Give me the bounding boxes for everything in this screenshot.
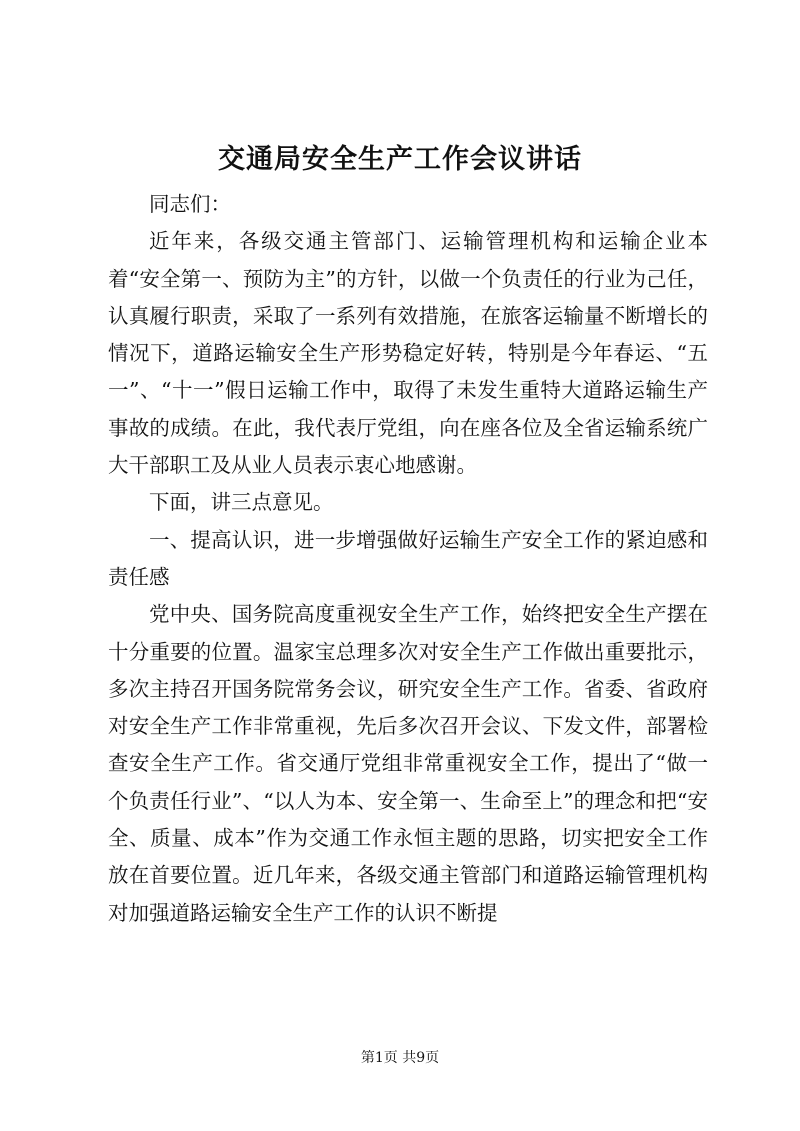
paragraph: 近年来，各级交通主管部门、运输管理机构和运输企业本着“安全第一、预防为主”的方针，以做一个负责任的行业为己任，认真履行职责，采取了一系列有效措施，在旅客运输量不断增长的情况下，道路运输安全生产形势稳定好转，特别是今年春运、“五一”、“十一”假日运输工作中，取得了未发生重特大道路运输生产事故的成绩。在此，我代表厅党组，向在座各位及全省运输系统广大干部职工及从业人员表示衷心地感谢。	[108, 229, 708, 478]
document-body	[108, 186, 708, 932]
page-footer: 第1页 共9页	[360, 1050, 440, 1066]
paragraph: 党中央、国务院高度重视安全生产工作，始终把安全生产摆在十分重要的位置。温家宝总理多次对安全生产工作做出重要批示，多次主持召开国务院常务会议，研究安全生产工作。省委、省政府对安全生产工作非常重视，先后多次召开会议、下发文件，部署检查安全生产工作。省交通厅党组非常重视安全工作，提出了“做一个负责任行业”、“以人为本、安全第一、生命至上”的理念和把“安全、质量、成本”作为交通工作永恒主题的思路，切实把安全工作放在首要位置。近几年来，各级交通主管部门和道路运输管理机构对加强道路运输安全生产工作的认识不断提	[108, 602, 708, 925]
salutation: 同志们：	[149, 192, 231, 216]
section-heading: 一、提高认识，进一步增强做好运输生产安全工作的紧迫感和责任感	[108, 527, 708, 589]
paragraph: 下面，讲三点意见。	[149, 490, 334, 515]
document-title: 交通局安全生产工作会议讲话	[218, 144, 582, 175]
